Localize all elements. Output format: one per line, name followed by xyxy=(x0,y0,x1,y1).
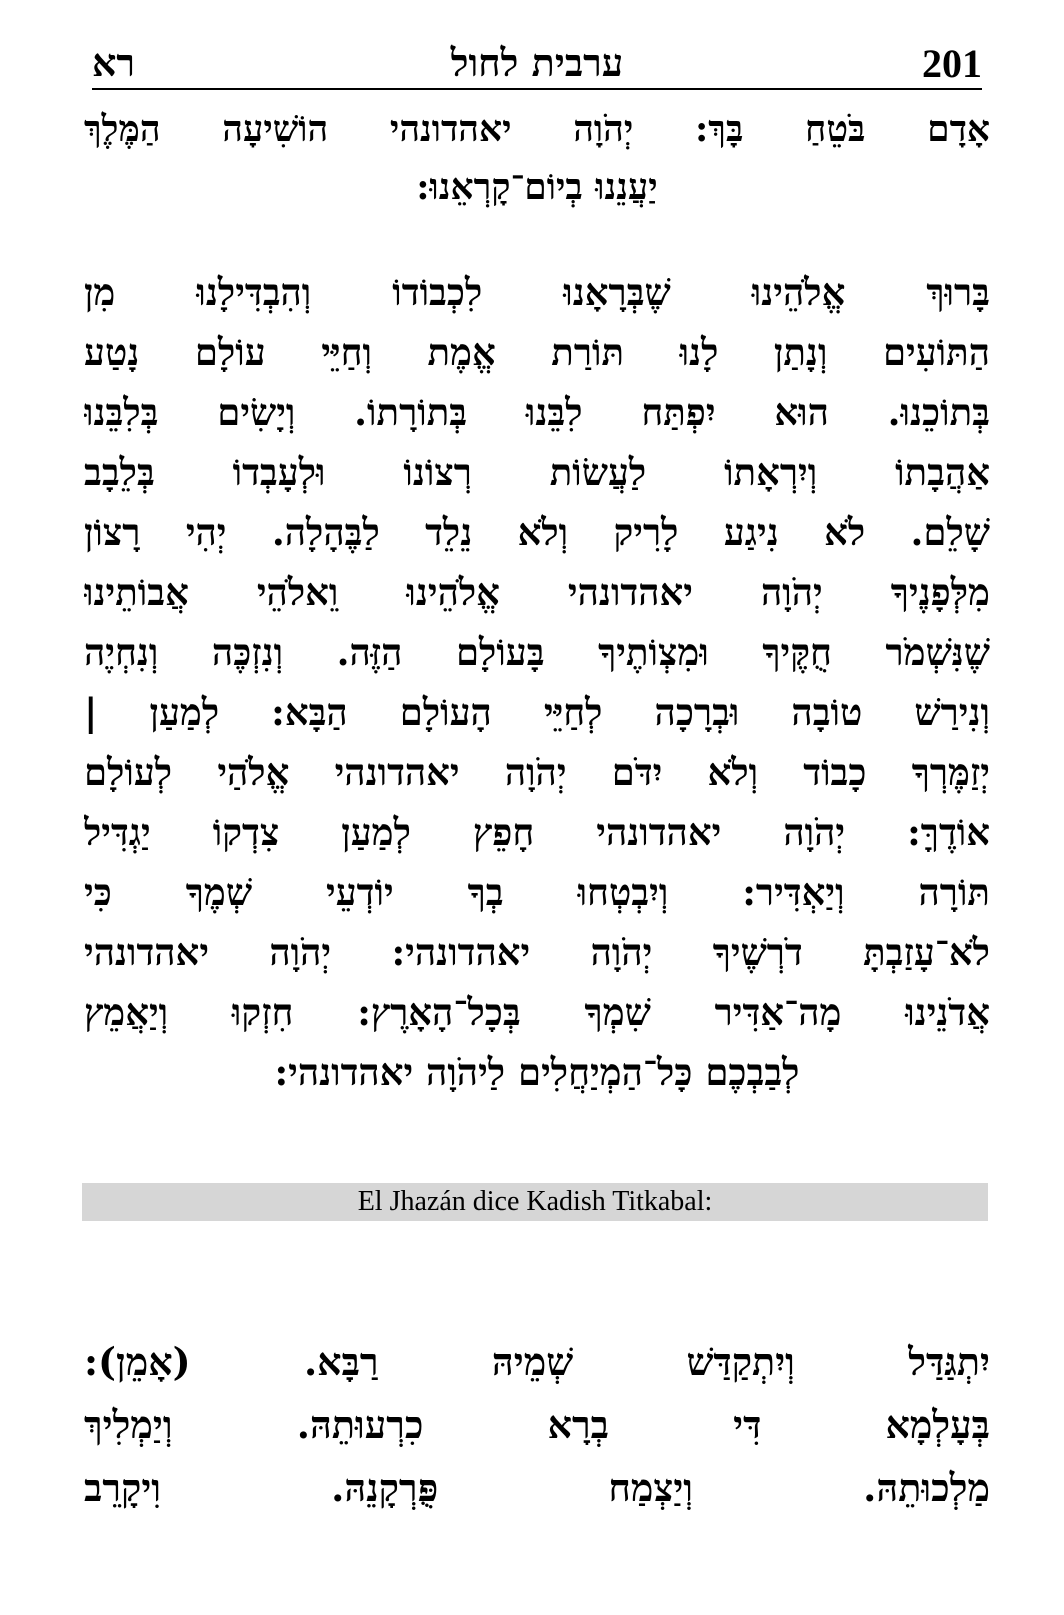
kadish-line: בְּעָלְמָא דִּי בְרָא כִרְעוּתֵהּ. וְיַמְלִיךְ xyxy=(84,1402,990,1447)
prayer-line: וְנִירַשׁ טוֹבָה וּבְרָכָה לְחַיֵּי הָעוֹלָם הַבָּא: לְמַעַן | xyxy=(84,690,990,734)
prayer-line: אוֹדֶךָּ: יְהֹוָה יאהדונהי חָפֵץ לְמַעַן צִדְקוֹ יַגְדִּיל xyxy=(84,810,990,854)
prayer-line: מִלְּפָנֶיךָ יְהֹוָה יאהדונהי אֱלֹהֵינוּ וֵאלֹהֵי אֲבוֹתֵינוּ xyxy=(84,570,990,614)
prayer-line: שֶׁנִּשְׁמֹר חֻקֶּיךָ וּמִצְוֹתֶיךָ בָּעוֹלָם הַזֶּה. וְנִזְכֶּה וְנִחְיֶה xyxy=(84,630,990,674)
prayer-paragraph xyxy=(84,262,990,1102)
hebrew-page-number: רא xyxy=(92,40,136,85)
prayer-line: לֹא־עָזַבְתָּ דֹרְשֶׁיךָ יְהֹוָה יאהדונהי: יְהֹוָה יאהדונהי xyxy=(84,930,990,974)
kadish-line: מַלְכוּתֵהּ. וְיַצְמַח פֻּרְקָנֵהּ. וִיקָרֵב xyxy=(84,1465,990,1510)
kadish-paragraph xyxy=(84,1330,990,1519)
prayer-line: לְבַבְכֶם כָּל־הַמְיַחֲלִים לַיהֹוָה יאהדונהי: xyxy=(274,1050,800,1094)
verse-line: יַעֲנֵנוּ בְיוֹם־קָרְאֵנוּ: xyxy=(416,166,658,208)
page-number: 201 xyxy=(922,41,982,86)
instruction-banner: El Jhazán dice Kadish Titkabal: xyxy=(82,1183,988,1221)
kadish-line: יִתְגַּדַּל וְיִתְקַדַּשׁ שְׁמֵיהּ רַבָּא. (אָמֵן): xyxy=(84,1339,990,1384)
opening-verse xyxy=(84,100,990,216)
page-header xyxy=(92,40,982,90)
prayer-line: בָּרוּךְ אֱלֹהֵינוּ שֶׁבְּרָאָנוּ לִכְבוֹדוֹ וְהִבְדִּילָנוּ מִן xyxy=(84,270,990,314)
section-title: ערבית לחול xyxy=(450,40,624,85)
prayer-line: שָׁלֵם. לֹא נִיגַע לָרִיק וְלֹא נֵלֵד לַבֶּהָלָה. יְהִי רָצוֹן xyxy=(84,510,990,554)
prayer-line: הַתּוֹעִים וְנָתַן לָנוּ תּוֹרַת אֱמֶת וְחַיֵּי עוֹלָם נָטַע xyxy=(84,330,990,374)
prayer-line: תּוֹרָה וְיַאְדִּיר: וְיִבְטְחוּ בְךָ יוֹדְעֵי שְׁמֶךָ כִּי xyxy=(84,870,990,914)
prayer-line: בְּתוֹכֵנוּ. הוּא יִפְתַּח לִבֵּנוּ בְּתוֹרָתוֹ. וְיָשִׂים בְּלִבֵּנוּ xyxy=(84,390,990,434)
prayer-line: אֲדֹנֵינוּ מָה־אַדִּיר שִׁמְךָ בְּכָל־הָאָרֶץ: חִזְקוּ וְיַאֲמֵץ xyxy=(84,990,990,1034)
verse-line: אָדָם בֹּטֵחַ בָּךְ: יְהֹוָה יאהדונהי הוֹשִׁיעָה הַמֶּלֶךְ xyxy=(84,108,990,150)
prayer-line: יְזַמֶּרְךָ כָבוֹד וְלֹא יִדֹּם יְהֹוָה יאהדונהי אֱלֹהַי לְעוֹלָם xyxy=(84,750,990,794)
prayer-line: אַהֲבָתוֹ וְיִרְאָתוֹ לַעֲשׂוֹת רְצוֹנוֹ וּלְעָבְדוֹ בְּלֵבָב xyxy=(84,450,990,494)
